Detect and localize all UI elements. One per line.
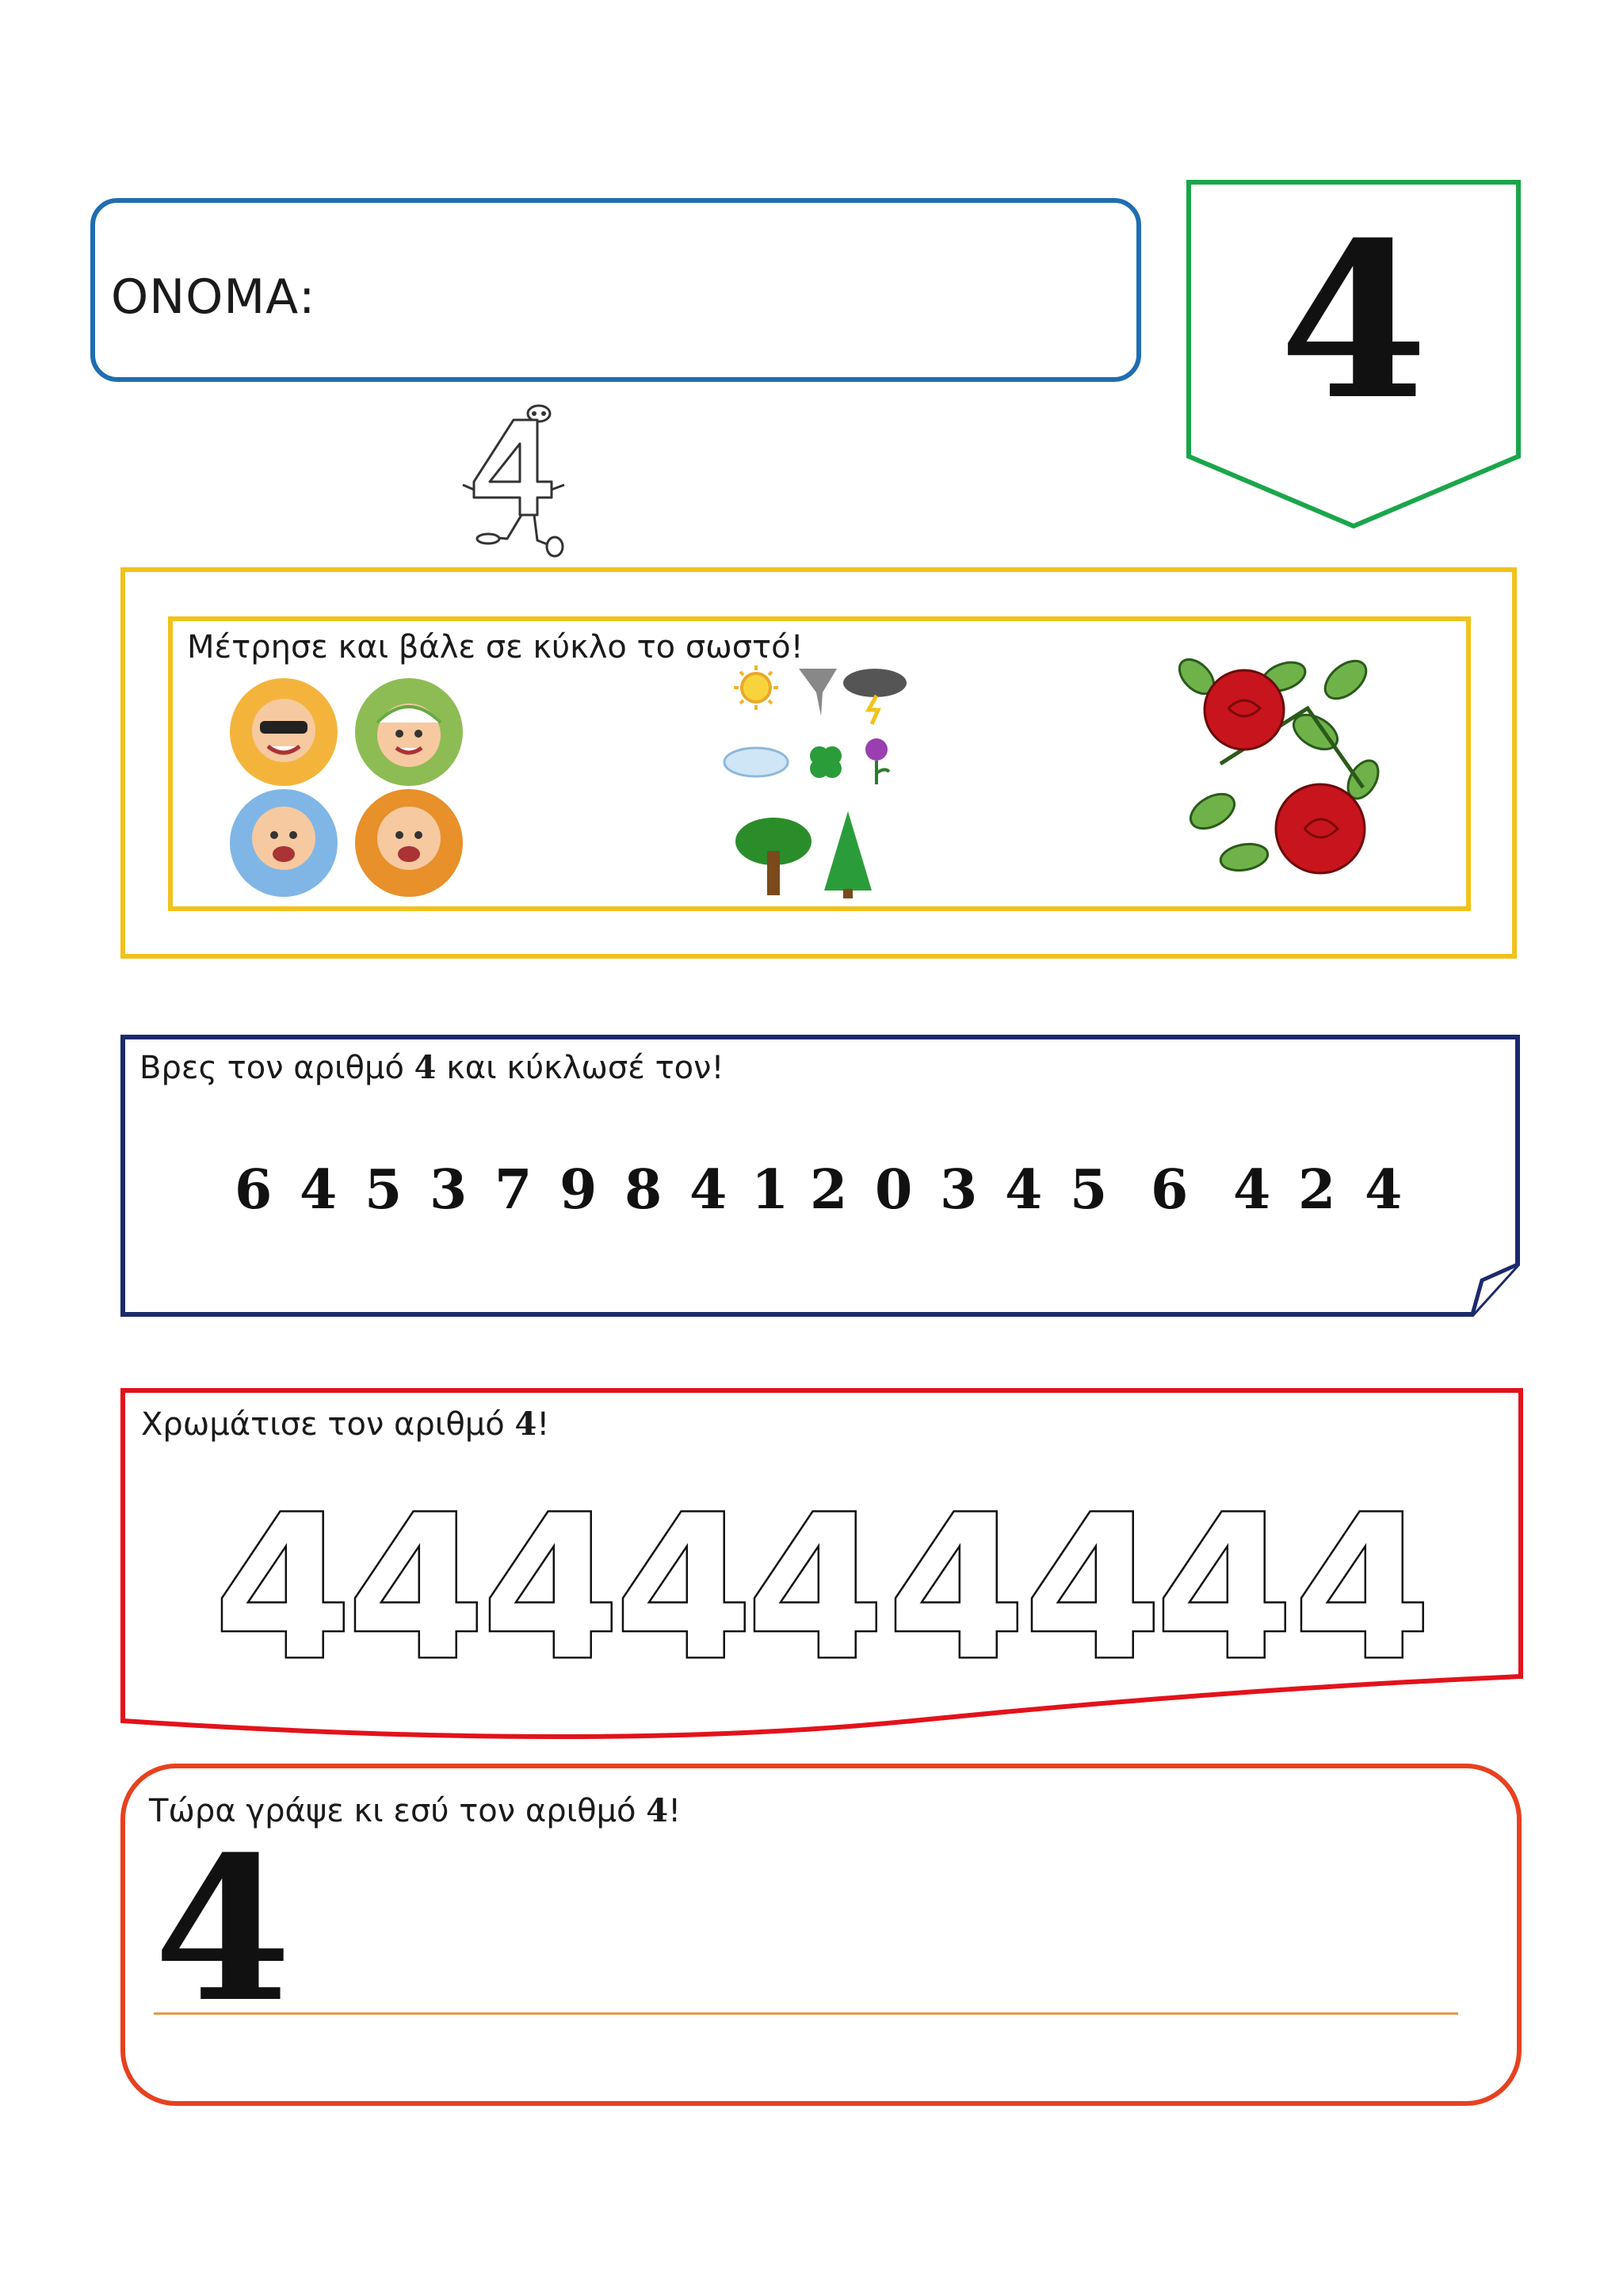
weather-plants-group-icon[interactable] [721,661,908,898]
find-instruction: Βρες τον αριθμό 4 και κύκλωσέ τον! [139,1049,724,1086]
children-group-icon[interactable] [227,675,471,898]
digit-item[interactable]: 3 [430,1158,468,1222]
digit-item[interactable]: 4 [300,1158,338,1222]
digit-item[interactable]: 4 [1365,1158,1403,1222]
digit-item[interactable]: 6 [1151,1158,1189,1222]
digit-item[interactable]: 8 [624,1158,663,1222]
outline-digit[interactable]: 4 [888,1473,1025,1703]
digit-item[interactable]: 9 [559,1158,598,1222]
digit-item[interactable]: 6 [235,1158,273,1222]
outline-digit[interactable]: 4 [214,1473,352,1703]
outline-digit[interactable]: 4 [1155,1473,1293,1703]
outline-digit[interactable]: 4 [747,1473,884,1703]
digit-item[interactable]: 2 [1298,1158,1336,1222]
sample-digit: 4 [154,1813,292,2046]
digit-item[interactable]: 5 [1070,1158,1108,1222]
write-instruction: Τώρα γράψε κι εσύ τον αριθμό 4! [149,1792,682,1829]
digit-item[interactable]: 1 [751,1158,789,1222]
badge-number: 4 [1279,195,1428,447]
number-four-mascot-icon [458,396,577,559]
digit-item[interactable]: 4 [689,1158,727,1222]
outline-digit[interactable]: 4 [1024,1473,1162,1703]
name-box[interactable] [90,198,1141,382]
outline-digit[interactable]: 4 [1293,1473,1431,1703]
count-instruction: Μέτρησε και βάλε σε κύκλο το σωστό! [187,629,804,666]
outline-digit[interactable]: 4 [482,1473,620,1703]
digit-item[interactable]: 2 [810,1158,848,1222]
outline-digit[interactable]: 4 [615,1473,753,1703]
digit-item[interactable]: 5 [365,1158,403,1222]
roses-group-icon[interactable] [1165,645,1403,883]
digit-item[interactable]: 4 [1233,1158,1271,1222]
digit-item[interactable]: 7 [495,1158,533,1222]
digit-item[interactable]: 0 [875,1158,913,1222]
name-label: ΟΝΟΜΑ: [111,269,316,325]
color-instruction: Χρωμάτισε τον αριθμό 4! [141,1405,550,1443]
digit-item[interactable]: 3 [940,1158,978,1222]
writing-line[interactable] [154,2012,1458,2015]
outline-digit[interactable]: 4 [347,1473,485,1703]
digit-item[interactable]: 4 [1005,1158,1043,1222]
